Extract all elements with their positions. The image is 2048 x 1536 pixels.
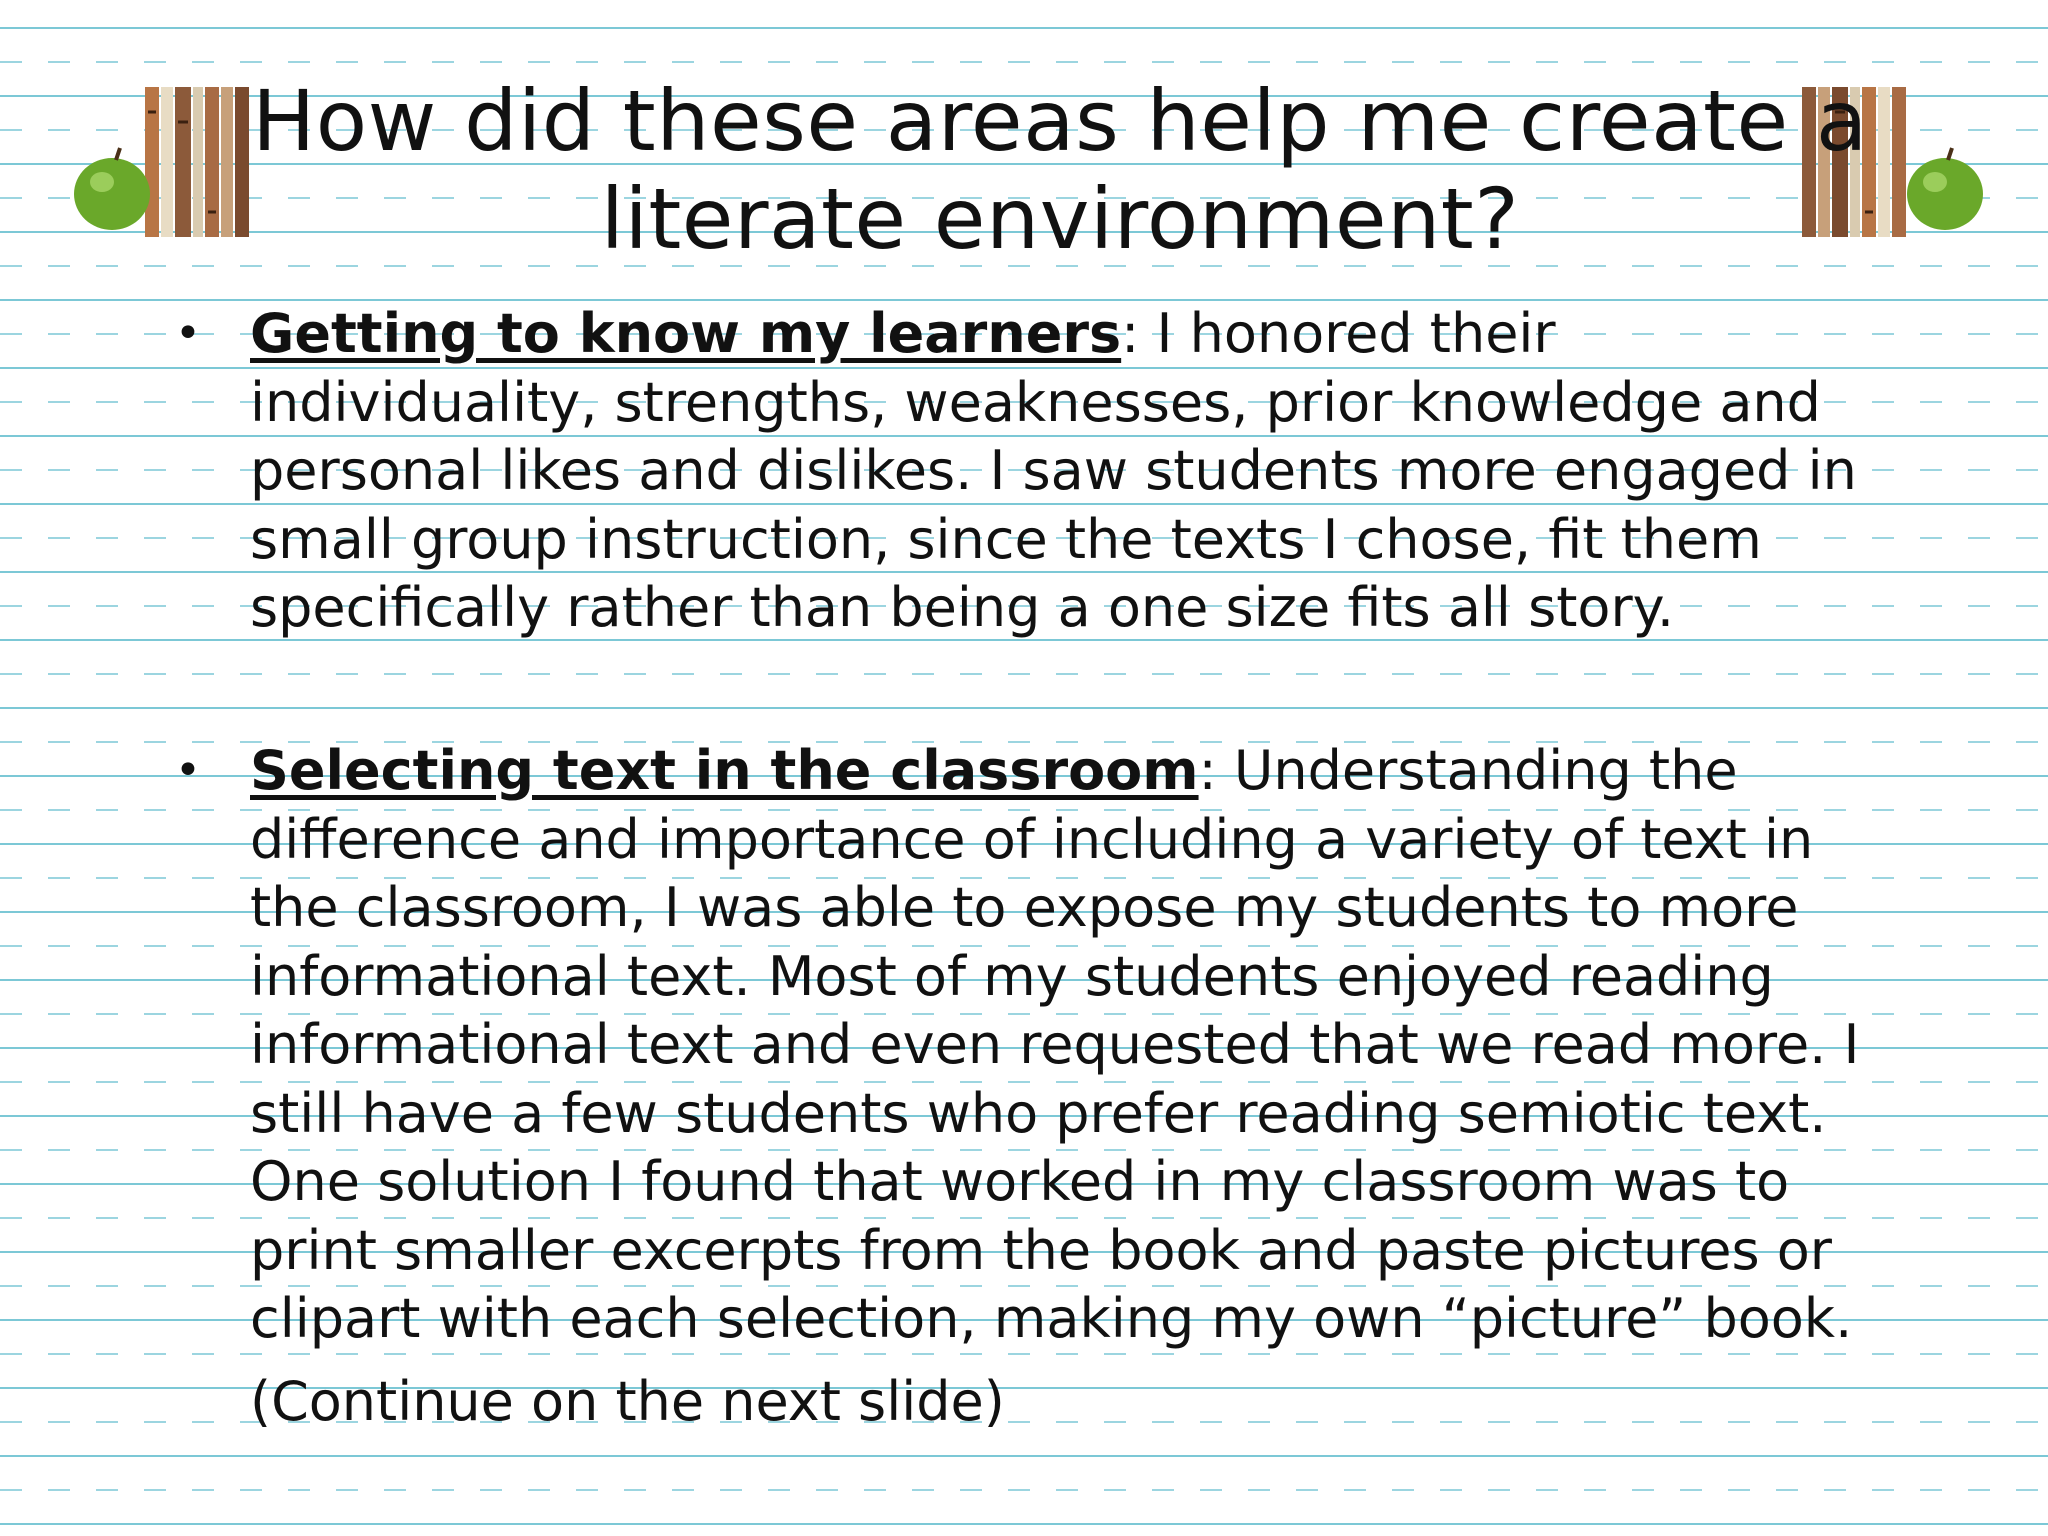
bullet-heading: Getting to know my learners xyxy=(250,302,1122,365)
books-and-apple-icon xyxy=(70,82,260,242)
bullet-icon: • xyxy=(175,308,201,359)
bullet-icon: • xyxy=(175,745,201,796)
bullet-text: : Understanding the difference and importance of including a variety of text in the classroom, I was able to expose my students to more informational text. Most of my students enjoyed reading informational text and even requested that we read more. I still have a few students who prefer reading semiotic text. One solution I found that worked in my classroom was to print smaller excerpts from the book and paste pictures or clipart with each selection, making my own “picture” book. xyxy=(250,739,1860,1350)
continue-note: (Continue on the next slide) xyxy=(250,1370,1005,1433)
slide-title: How did these areas help me create a literate environment? xyxy=(252,72,1868,268)
bullet-item-selecting-text xyxy=(175,737,1890,1354)
bullet-heading: Selecting text in the classroom xyxy=(250,739,1199,802)
bullet-text: : I honored their individuality, strengths, weaknesses, prior knowledge and personal likes and dislikes. I saw students more engaged in small group instruction, since the texts I chose, fit them specifically rather than being a one size fits all story. xyxy=(250,302,1857,639)
bullet-item-learners xyxy=(175,300,1890,643)
